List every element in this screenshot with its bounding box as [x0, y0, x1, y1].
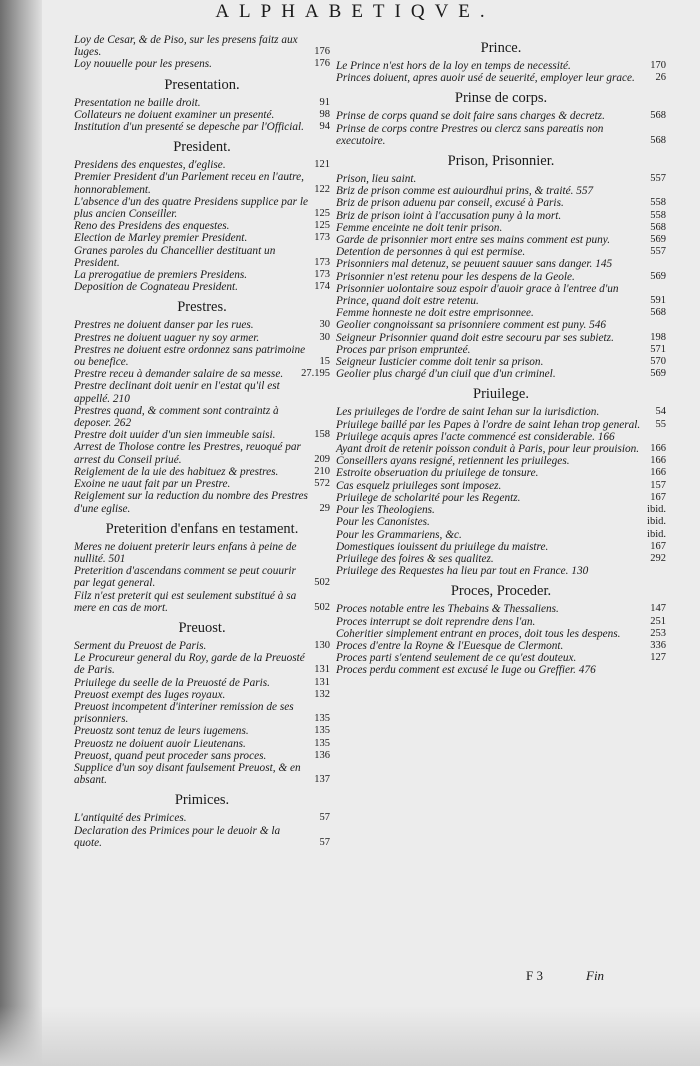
index-entry	[336, 283, 666, 307]
index-entry	[74, 332, 330, 344]
entry-text: Le Prince n'est hors de la loy en temps de necessité.	[336, 60, 571, 72]
page-reference: 336	[650, 639, 666, 651]
index-entry	[74, 380, 330, 404]
index-entry	[74, 825, 330, 849]
index-entry	[74, 232, 330, 244]
page-reference: 147	[650, 603, 666, 615]
right-column	[336, 34, 666, 677]
entry-text: Election de Marley premier President.	[74, 232, 248, 245]
section-heading: Proces, Proceder.	[450, 583, 552, 600]
entry-text: Briz de prison ioint à l'accusation puny à la mort.	[336, 209, 562, 222]
index-entry	[336, 210, 666, 222]
index-entry	[74, 281, 330, 293]
entry-text: Les priuileges de l'ordre de saint Iehan sur la iurisdiction.	[336, 406, 600, 419]
page-reference: 130	[314, 639, 330, 651]
index-entry	[336, 652, 666, 664]
entry-text: Proces interrupt se doit reprendre dens l'an.	[336, 615, 536, 628]
index-entry	[74, 750, 330, 762]
section-heading: Prestres.	[177, 299, 227, 316]
index-entry	[336, 173, 666, 185]
entry-text: Preuost incompetent d'interiner remission de ses prisonniers.	[74, 700, 294, 726]
page-reference: 167	[650, 491, 666, 503]
page-reference: 121	[314, 159, 330, 171]
index-entry	[336, 271, 666, 283]
index-entry	[74, 34, 330, 58]
left-column	[74, 34, 330, 849]
page-reference: 125	[314, 220, 330, 232]
index-entry	[336, 185, 666, 197]
index-entry	[74, 58, 330, 70]
page-reference: 135	[314, 725, 330, 737]
page-reference: 26	[655, 72, 666, 84]
page-reference: 131	[314, 676, 330, 688]
page-reference: ibid.	[647, 528, 666, 540]
index-entry	[74, 121, 330, 133]
index-entry	[336, 541, 666, 553]
entry-text: Geolier plus chargé d'un ciuil que d'un criminel.	[336, 368, 556, 381]
page-reference: 125	[314, 208, 330, 220]
index-entry	[74, 762, 330, 786]
bottom-shadow	[0, 1006, 700, 1066]
entry-text: Preuost exempt des Iuges royaux.	[74, 688, 226, 701]
entry-text: Priuilege des Requestes ha lieu par tout en France. 130	[336, 565, 589, 578]
page-reference: 166	[650, 467, 666, 479]
entry-text: Presidens des enquestes, d'eglise.	[74, 159, 226, 172]
index-entry	[74, 725, 330, 737]
page-reference: 57	[319, 812, 330, 824]
entry-text: Pour les Grammariens, &c.	[336, 528, 462, 541]
page-reference: 292	[650, 552, 666, 564]
index-entry	[336, 419, 666, 431]
entry-text: Reiglement de la uie des habituez & prestres.	[74, 465, 279, 478]
page-reference: 157	[650, 479, 666, 491]
section-heading: President.	[173, 139, 231, 156]
page-reference: ibid.	[647, 504, 666, 516]
entry-text: Prestre doit uuider d'un sien immeuble saisi.	[74, 429, 276, 442]
page-reference: 558	[650, 197, 666, 209]
entry-text: Prisonniers mal detenuz, se peuuent sauuer sans danger. 145	[336, 258, 613, 271]
index-entry	[74, 245, 330, 269]
entry-text: Preterition d'ascendans comment se peut couurir par legat general.	[74, 565, 296, 590]
index-entry	[336, 480, 666, 492]
index-entry	[336, 455, 666, 467]
index-entry	[74, 541, 330, 565]
entry-text: Preuostz ne doiuent auoir Lieutenans.	[74, 737, 246, 750]
entry-text: La prerogatiue de premiers Presidens.	[74, 269, 248, 282]
entry-text: Le Procureur general du Roy, garde de la Preuosté de Paris.	[74, 652, 305, 677]
index-entry	[74, 640, 330, 652]
entry-text: Prison, lieu saint.	[336, 173, 417, 186]
entry-text: Loy nouuelle pour les presens.	[74, 58, 212, 71]
index-entry	[74, 565, 330, 589]
section-heading: Primices.	[174, 792, 230, 809]
page-reference: 558	[650, 209, 666, 221]
entry-text: Prestres ne doiuent uaguer ny soy armer.	[74, 331, 260, 344]
entry-text: Prestre receu à demander salaire de sa messe.	[74, 368, 284, 381]
page-reference: 174	[314, 281, 330, 293]
signature-mark: F 3	[526, 968, 543, 983]
index-entry	[336, 246, 666, 258]
entry-text: Briz de prison comme est auiourdhui prins, & traité. 557	[336, 185, 594, 198]
entry-text: Proces d'entre la Royne & l'Euesque de Clermont.	[336, 639, 564, 652]
entry-text: Prisonnier n'est retenu pour les despens de la Geole.	[336, 270, 575, 283]
entry-text: Princes doiuent, apres auoir usé de seuerité, employer leur grace.	[336, 72, 635, 85]
page-reference: 570	[650, 356, 666, 368]
entry-text: Briz de prison aduenu par conseil, excusé à Paris.	[336, 197, 564, 210]
entry-text: Serment du Preuost de Paris.	[74, 639, 207, 652]
index-entry	[74, 441, 330, 465]
index-entry	[74, 689, 330, 701]
index-entry	[336, 553, 666, 565]
page-reference: 135	[314, 713, 330, 725]
index-entry	[336, 72, 666, 84]
index-entry	[336, 197, 666, 209]
running-head: ALPHABETIQVE.	[215, 1, 495, 22]
page-reference: 127	[650, 652, 666, 664]
page-reference: 209	[314, 453, 330, 465]
page-reference: 122	[314, 183, 330, 195]
page-reference: 569	[650, 234, 666, 246]
entry-text: Estroite obseruation du priuilege de tonsure.	[336, 467, 539, 480]
entry-text: Prestres ne doiuent danser par les rues.	[74, 319, 254, 332]
entry-text: Premier President d'un Parlement receu en l'autre, honnorablement.	[74, 171, 304, 196]
index-entry	[74, 701, 330, 725]
index-entry	[336, 332, 666, 344]
page-reference: 158	[314, 429, 330, 441]
entry-text: Supplice d'un soy disant faulsement Preuost, & en absant.	[74, 761, 301, 787]
page-reference: 170	[650, 60, 666, 71]
page-reference: 94	[319, 121, 330, 133]
section-heading: Preuost.	[178, 619, 226, 636]
entry-text: Cas esquelz priuileges sont imposez.	[336, 479, 502, 492]
index-entry	[336, 492, 666, 504]
entry-text: Filz n'est preterit qui est seulement substitué à sa mere en cas de mort.	[74, 589, 297, 614]
page-reference: 173	[314, 269, 330, 281]
index-entry	[74, 220, 330, 232]
page-reference: 176	[314, 58, 330, 70]
page-reference: 55	[655, 418, 666, 430]
page-reference: 568	[650, 307, 666, 319]
page-reference: 167	[650, 540, 666, 552]
page-reference: 30	[319, 331, 330, 343]
index-entry	[336, 356, 666, 368]
entry-text: Collateurs ne doiuent examiner un presenté.	[74, 108, 275, 121]
index-entry	[336, 258, 666, 270]
page-reference: 572	[314, 478, 330, 490]
index-entry	[74, 738, 330, 750]
page-reference: 569	[650, 270, 666, 282]
index-entry	[336, 640, 666, 652]
page-reference: 166	[650, 443, 666, 455]
entry-text: Priuilege acquis apres l'acte commencé est considerable. 166	[336, 430, 615, 443]
entry-text: Proces perdu comment est excusé le Iuge ou Greffier. 476	[336, 664, 596, 677]
page-reference: 571	[650, 343, 666, 355]
section-heading: Presentation.	[164, 76, 240, 93]
page-reference: 98	[319, 108, 330, 120]
index-entry	[336, 123, 666, 147]
index-entry	[336, 368, 666, 380]
index-entry	[336, 431, 666, 443]
index-entry	[336, 443, 666, 455]
section-heading: Prince.	[480, 40, 522, 56]
section-heading: Prison, Prisonnier.	[447, 153, 555, 170]
section-heading: Priuilege.	[473, 386, 529, 403]
index-entry	[74, 109, 330, 121]
page-reference: 176	[314, 46, 330, 58]
index-entry	[74, 269, 330, 281]
index-entry	[336, 565, 666, 577]
entry-text: Femme enceinte ne doit tenir prison.	[336, 221, 503, 234]
index-entry	[336, 222, 666, 234]
entry-text: Deposition de Cognateau President.	[74, 281, 238, 294]
entry-text: Loy de Cesar, & de Piso, sur les presens faitz aux Iuges.	[74, 34, 298, 59]
index-entry	[74, 171, 330, 195]
index-entry	[336, 234, 666, 246]
entry-text: Prinse de corps contre Prestres ou clercz sans pareatis non executoire.	[336, 122, 604, 147]
page-reference: 91	[319, 96, 330, 108]
page-reference: 15	[319, 356, 330, 368]
entry-text: Preuostz sont tenuz de leurs iugemens.	[74, 725, 249, 738]
entry-text: Preuost, quand peut proceder sans proces.	[74, 749, 267, 762]
page-reference: ibid.	[647, 516, 666, 528]
entry-text: Declaration des Primices pour le deuoir & la quote.	[74, 824, 281, 849]
page-reference: 569	[650, 368, 666, 380]
entry-text: Proces parti s'entend seulement de ce qu'est douteux.	[336, 652, 577, 665]
entry-text: Domestiques iouissent du priuilege du maistre.	[336, 540, 549, 553]
page-reference: 502	[314, 601, 330, 613]
index-entry	[336, 319, 666, 331]
index-entry	[74, 159, 330, 171]
entry-text: L'antiquité des Primices.	[74, 812, 187, 825]
entry-text: Meres ne doiuent preterir leurs enfans à peine de nullité. 501	[74, 540, 297, 565]
index-entry	[74, 478, 330, 490]
entry-text: Detention de personnes à qui est permise.	[336, 246, 526, 259]
entry-text: Granes paroles du Chancellier destituant un President.	[74, 244, 276, 269]
index-entry	[336, 307, 666, 319]
entry-text: Pour les Canonistes.	[336, 516, 430, 529]
page-reference: 591	[650, 295, 666, 307]
section-heading: Preterition d'enfans en testament.	[105, 520, 299, 537]
index-entry	[74, 812, 330, 824]
index-entry	[336, 628, 666, 640]
index-entry	[74, 319, 330, 331]
entry-text: Priuilege baillé par les Papes à l'ordre de saint Iehan trop general.	[336, 418, 641, 431]
entry-text: Institution d'un presenté se depesche par l'Official.	[74, 121, 304, 134]
page-reference: 210	[314, 465, 330, 477]
page-reference: 568	[650, 110, 666, 122]
index-entry	[336, 664, 666, 676]
page-reference: 557	[650, 173, 666, 185]
entry-text: Proces par prison emprunteé.	[336, 343, 471, 356]
entry-text: Pour les Theologiens.	[336, 504, 435, 517]
entry-text: Seigneur Iusticier comme doit tenir sa prison.	[336, 356, 544, 369]
entry-text: Geolier congnoissant sa prisonniere comment est puny. 546	[336, 319, 607, 332]
page-reference: 132	[314, 688, 330, 700]
index-entry	[336, 110, 666, 122]
catchword: Fin	[586, 968, 605, 983]
entry-text: Exoine ne uaut fait par un Prestre.	[74, 478, 231, 491]
entry-text: Coheritier simplement entrant en proces, doit tous les despens.	[336, 627, 621, 640]
index-entry	[336, 467, 666, 479]
entry-text: Arrest de Tholose contre les Prestres, reuoqué par arrest du Conseil priué.	[74, 441, 301, 466]
page-reference: 30	[319, 319, 330, 331]
entry-text: Prestres quand, & comment sont contraintz à deposer. 262	[74, 404, 279, 430]
index-entry	[336, 516, 666, 528]
entry-text: Priuilege des foires & ses qualitez.	[336, 552, 494, 565]
page-reference: 137	[314, 774, 330, 786]
page-reference: 173	[314, 232, 330, 244]
entry-text: Femme honneste ne doit estre emprisonnee.	[336, 307, 534, 320]
index-entry	[74, 490, 330, 514]
page-reference: 54	[655, 406, 666, 418]
index-entry	[336, 344, 666, 356]
index-entry	[74, 368, 330, 380]
page-reference: 502	[314, 577, 330, 589]
entry-text: Prisonnier uolontaire souz espoir d'auoir grace à l'entree d'un Prince, quand doit estre retenu.	[336, 282, 619, 308]
index-entry	[74, 677, 330, 689]
entry-text: Proces notable entre les Thebains & Thessaliens.	[336, 603, 559, 616]
index-entry	[74, 652, 330, 676]
index-entry	[74, 196, 330, 220]
index-entry	[74, 97, 330, 109]
index-entry	[336, 60, 666, 72]
page-reference: 198	[650, 331, 666, 343]
page-reference: 131	[314, 664, 330, 676]
page-reference: 135	[314, 737, 330, 749]
index-entry	[336, 616, 666, 628]
entry-text: Prestres ne doiuent estre ordonnez sans patrimoine ou benefice.	[74, 343, 306, 369]
entry-text: Priuilege de scholarité pour les Regentz.	[336, 491, 521, 504]
page-reference: 27.195	[301, 368, 330, 380]
page-reference: 557	[650, 246, 666, 258]
index-entry	[74, 429, 330, 441]
page-reference: 29	[319, 502, 330, 514]
entry-text: Prinse de corps quand se doit faire sans charges & decretz.	[336, 110, 605, 123]
index-entry	[74, 405, 330, 429]
page-reference: 568	[650, 134, 666, 146]
index-entry	[336, 529, 666, 541]
entry-text: Prestre declinant doit uenir en l'estat qu'il est appellé. 210	[74, 380, 280, 405]
entry-text: Priuilege du seelle de la Preuosté de Paris.	[74, 676, 270, 689]
entry-text: Reno des Presidens des enquestes.	[74, 220, 230, 233]
page-reference: 166	[650, 455, 666, 467]
entry-text: Reiglement sur la reduction du nombre des Prestres d'une eglise.	[74, 490, 308, 515]
gutter-shadow	[0, 0, 42, 1066]
page-reference: 251	[650, 615, 666, 627]
index-entry	[336, 504, 666, 516]
page-reference: 568	[650, 221, 666, 233]
page-reference: 173	[314, 256, 330, 268]
index-entry	[74, 590, 330, 614]
entry-text: L'absence d'un des quatre Presidens supplice par le plus ancien Conseiller.	[74, 195, 308, 221]
page-reference: 253	[650, 627, 666, 639]
index-entry	[336, 603, 666, 615]
entry-text: Presentation ne baille droit.	[74, 96, 201, 109]
entry-text: Conseillers ayans resigné, retiennent les priuileges.	[336, 455, 570, 468]
section-heading: Prinse de corps.	[454, 90, 548, 107]
index-entry	[336, 406, 666, 418]
entry-text: Ayant droit de retenir poisson conduit à Paris, pour leur prouision.	[336, 443, 640, 456]
page-reference: 136	[314, 749, 330, 761]
index-entry	[74, 466, 330, 478]
entry-text: Seigneur Prisonnier quand doit estre secouru par ses subietz.	[336, 331, 614, 344]
index-entry	[74, 344, 330, 368]
entry-text: Garde de prisonnier mort entre ses mains comment est puny.	[336, 234, 611, 247]
page-reference: 57	[319, 836, 330, 848]
